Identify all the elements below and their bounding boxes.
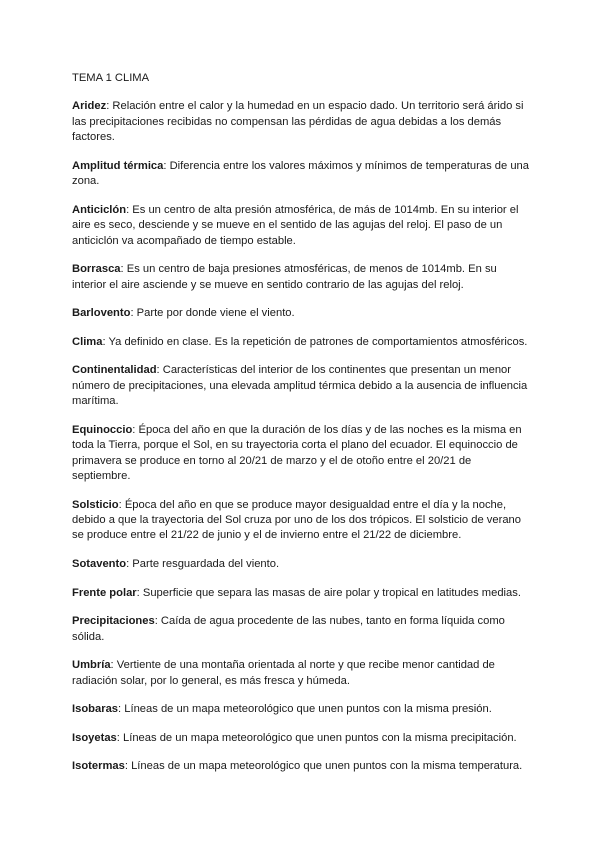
term-definition: : Vertiente de una montaña orientada al norte y que recibe menor cantidad de radiación solar, por lo general, es más fresca y húmeda. <box>72 659 495 687</box>
term-label: Continentalidad <box>72 364 157 377</box>
term-definition: : Ya definido en clase. Es la repetición de patrones de comportamientos atmosféricos. <box>102 335 528 348</box>
glossary-entry-aridez <box>72 99 532 145</box>
term-definition: : Es un centro de alta presión atmosférica, de más de 1014mb. En su interior el aire es seco, desciende y se mueve en el sentido de las agujas del reloj. El paso de un anticiclón va acompañado de tiempo estable. <box>72 203 519 247</box>
term-label: Solsticio <box>72 498 119 511</box>
term-definition: : Características del interior de los continentes que presentan un menor número de precipitaciones, una elevada amplitud térmica debido a la ausencia de influencia marítima. <box>72 364 528 408</box>
term-definition: : Diferencia entre los valores máximos y mínimos de temperaturas de una zona. <box>72 159 530 188</box>
term-definition: : Superficie que separa las masas de aire polar y tropical en latitudes medias. <box>136 586 521 599</box>
term-label: Borrasca <box>72 263 121 276</box>
glossary-entry-precipitaciones <box>72 614 532 645</box>
term-definition: : Caída de agua procedente de las nubes, tanto en forma líquida como sólida. <box>72 615 505 643</box>
glossary-entry-barlovento <box>72 306 532 321</box>
glossary-entry-umbria <box>72 658 532 689</box>
glossary-entry-isoyetas <box>72 731 532 746</box>
term-label: Isobaras <box>72 703 119 716</box>
term-label: Equinoccio <box>72 423 133 436</box>
term-definition: : Parte resguardada del viento. <box>126 558 280 571</box>
glossary-entry-frente-polar <box>72 586 532 601</box>
term-label: Precipitaciones <box>72 615 155 628</box>
term-label: Sotavento <box>72 558 127 571</box>
term-definition: : Época del año en que la duración de los días y de las noches es la misma en toda la Tierra, porque el Sol, en su trayectoria corta el plano del ecuador. El equinoccio de primavera se produce en torno al 20/21 de marzo y el de otoño entre el 20/21 de septiembre. <box>72 423 522 483</box>
glossary-entry-continentalidad <box>72 363 532 409</box>
document-page <box>72 71 532 788</box>
glossary-entry-solsticio <box>72 498 532 544</box>
glossary-entry-isobaras <box>72 702 532 717</box>
term-label: Amplitud térmica <box>72 159 164 172</box>
document-title: TEMA 1 CLIMA <box>72 72 150 84</box>
term-label: Clima <box>72 335 103 348</box>
term-definition: : Época del año en que se produce mayor desigualdad entre el día y la noche, debido a que la trayectoria del Sol cruza por uno de los dos trópicos. El solsticio de verano se produce entre el 21/22 de junio y el de invierno entre el 21/22 de diciembre. <box>72 498 522 542</box>
term-label: Isotermas <box>72 760 125 773</box>
term-label: Frente polar <box>72 586 137 599</box>
term-definition: : Líneas de un mapa meteorológico que unen puntos con la misma presión. <box>118 703 492 716</box>
glossary-entry-borrasca <box>72 262 532 293</box>
glossary-entry-isotermas <box>72 759 532 774</box>
glossary-entry-clima <box>72 335 532 350</box>
glossary-entry-equinoccio <box>72 423 532 485</box>
term-label: Aridez <box>72 100 107 113</box>
glossary-entry-amplitud-termica <box>72 159 532 190</box>
term-definition: : Líneas de un mapa meteorológico que unen puntos con la misma precipitación. <box>116 731 517 744</box>
glossary-entry-sotavento <box>72 557 532 572</box>
glossary-entry-anticiclon <box>72 203 532 249</box>
term-definition: : Es un centro de baja presiones atmosféricas, de menos de 1014mb. En su interior el aire asciende y se mueve en sentido contrario de las agujas del reloj. <box>72 263 497 291</box>
term-definition: : Líneas de un mapa meteorológico que unen puntos con la misma temperatura. <box>124 760 523 773</box>
term-label: Isoyetas <box>72 731 117 744</box>
term-label: Anticiclón <box>72 203 127 216</box>
term-label: Umbría <box>72 659 111 672</box>
term-definition: : Relación entre el calor y la humedad en un espacio dado. Un territorio será árido si las precipitaciones recibidas no compensan las pérdidas de agua debidas a los demás factores. <box>72 100 524 144</box>
term-definition: : Parte por donde viene el viento. <box>130 307 295 320</box>
term-label: Barlovento <box>72 307 131 320</box>
